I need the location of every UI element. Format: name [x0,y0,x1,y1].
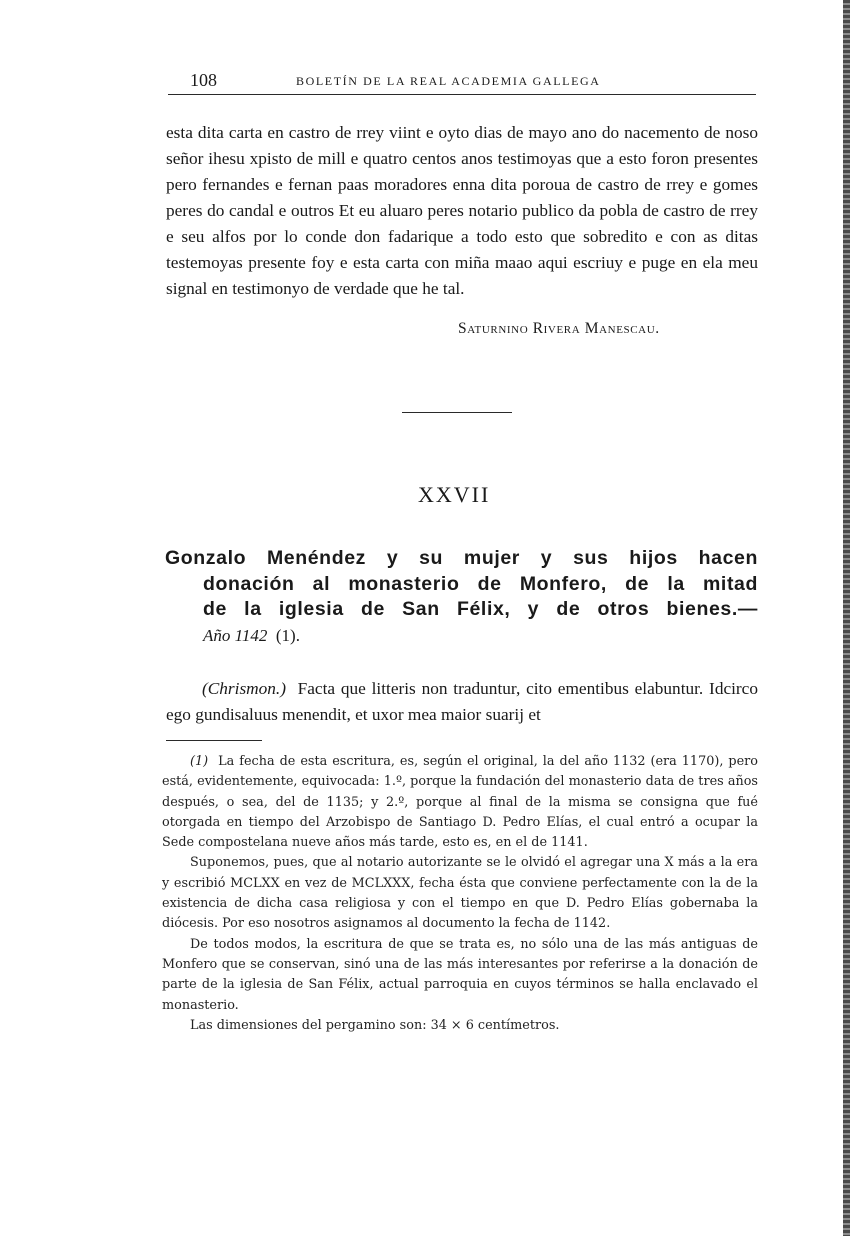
footnote-paragraph: Las dimensiones del pergamino son: 34 × 6 centímetros. [190,1017,560,1033]
footnotes [162,752,758,1036]
section-divider [402,412,512,413]
document-year: Año 1142 [203,625,268,645]
title-line-1: Gonzalo Menéndez y su mujer y sus hijos hacen [165,547,758,569]
opening-text: Facta que litteris non traduntur, cito ementibus elabuntur. Idcirco ego gundisaluus menendit, et uxor mea maior suarij et [166,679,758,724]
author-signature: Saturnino Rivera Manescau. [458,320,660,337]
title-line-3: de la iglesia de San Félix, y de otros bienes.— [203,598,758,620]
footnote-text: La fecha de esta escritura, es, según el original, la del año 1132 (era 1170), pero está, evidentemente, equivocada: 1.º, porque la fundación del monasterio data de tres años después, o sea, del de 1135; y 2.º, porque al final de la misma se consigna que fué otorgada en tiempo del Arzobispo de Santiago D. Pedro Elías, el cual entró a ocupar la Sede compostelana nueve años más tarde, esto es, en el de 1141. [162,754,758,851]
document-title [165,546,758,648]
chrismon-label: (Chrismon.) [202,679,287,698]
running-head: BOLETÍN DE LA REAL ACADEMIA GALLEGA [296,74,601,88]
title-line-2: donación al monasterio de Monfero, de la mitad [203,572,758,595]
footnote-divider [166,740,262,741]
footnote-reference[interactable]: (1). [275,625,300,645]
footnote-paragraph [162,752,758,853]
document-number: XXVII [418,482,491,507]
title-line-4 [165,623,758,649]
footnote-marker: (1) [190,754,209,769]
page-header [168,68,756,95]
footnote-paragraph: De todos modos, la escritura de que se trata es, no sólo una de las más antiguas de Monfero que se conservan, sinó una de las más interesantes por referirse a la donación de parte de la iglesia de San Félix, actual parroquia en cuyos términos se halla enclavado el monasterio. [162,936,758,1013]
document-opening-text [166,676,758,728]
previous-document-closing-text: esta dita carta en castro de rrey viint e oyto dias de mayo ano do nacemento de noso señor ihesu xpisto de mill e quatro centos anos testimoyas que a esto foron presentes pero fernandes e fernan paas moradores enna dita poroua de castro de rrey e gomes peres do candal e outros Et eu aluaro peres notario publico da pobla de castro de rrey e seu alfos por lo conde don fadarique a todo esto que sobredito e con as ditas testemoyas presente foy e esta carta con miña maao aqui escriuy e puge en ela meu signal en testimonyo de verdade que he tal. [166,123,758,298]
footnote-paragraph: Suponemos, pues, que al notario autorizante se le olvidó el agregar una X más a la era y escribió MCLXX en vez de MCLXXX, fecha ésta que conviene perfectamente con la de la existencia de dicha casa religiosa y con el tiempo en que D. Pedro Elías gobernaba la diócesis. Por eso nosotros asignamos al documento la fecha de 1142. [162,855,758,932]
page-edge-shadow [843,0,850,1236]
page-number: 108 [190,70,217,90]
